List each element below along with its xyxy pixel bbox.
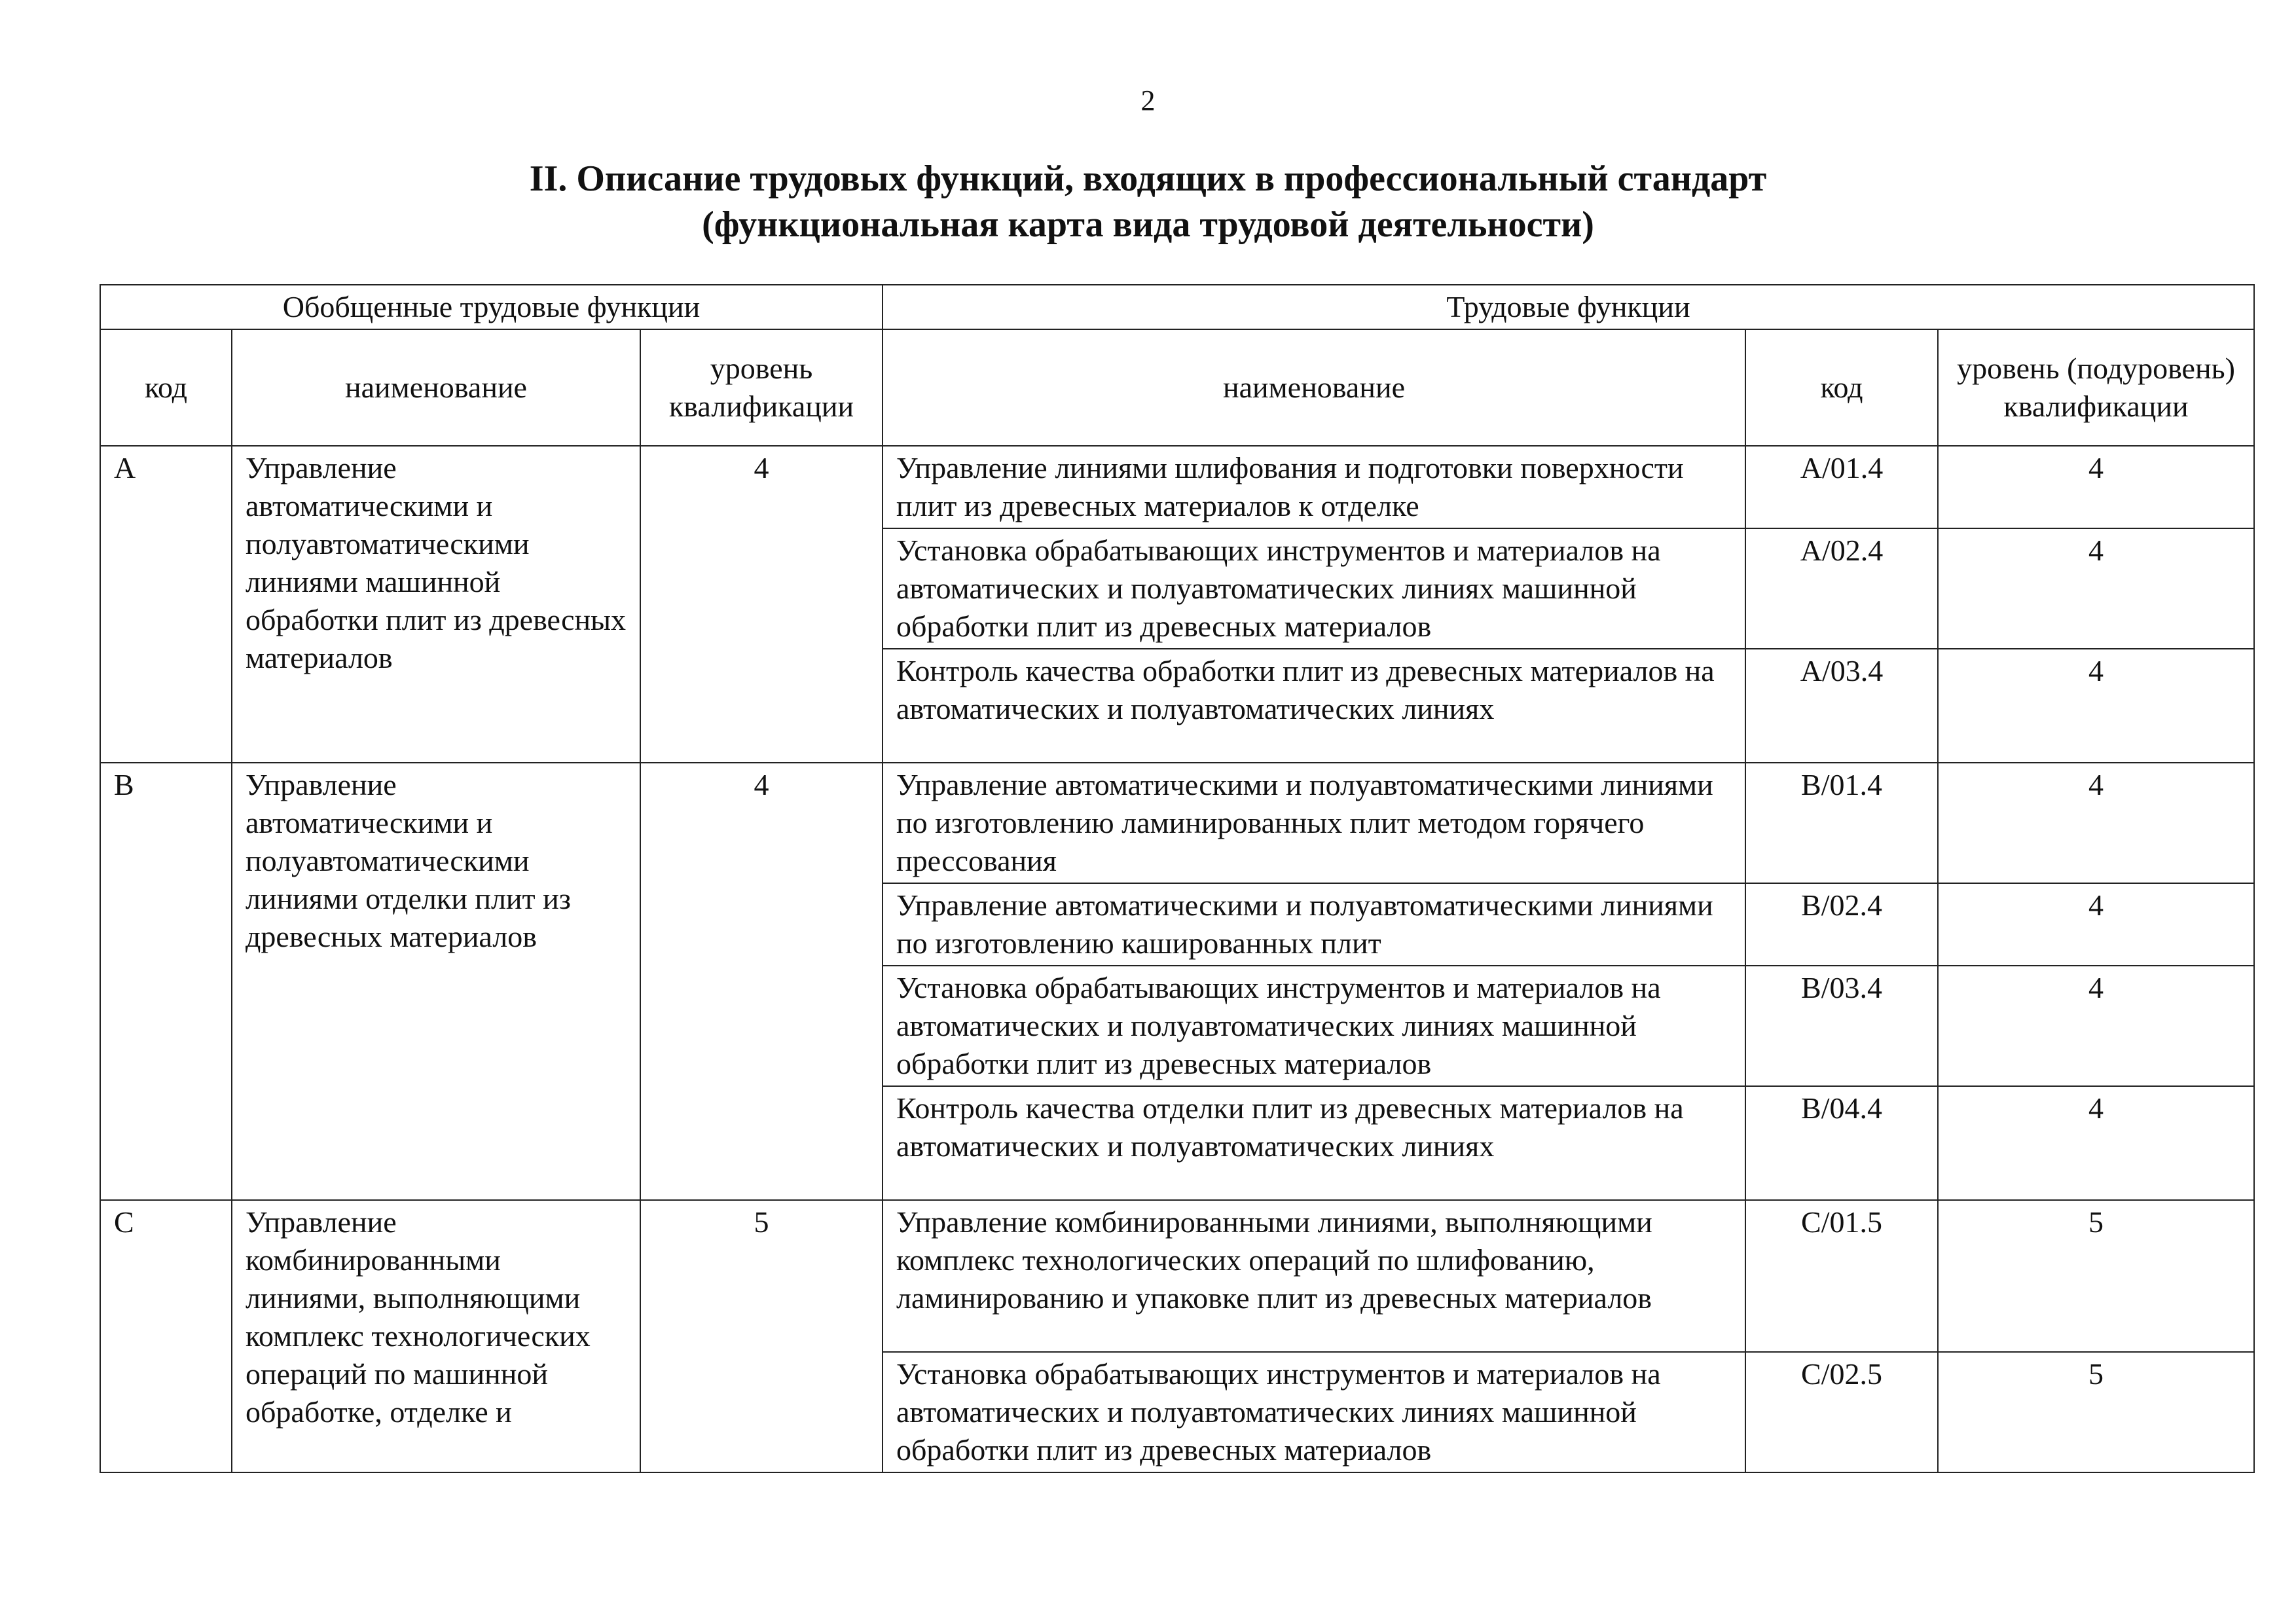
header-function-name: наименование bbox=[883, 329, 1745, 446]
function-code-cell: C/01.5 bbox=[1745, 1200, 1938, 1352]
function-name-cell: Установка обрабатывающих инструментов и материалов на автоматических и полуавтоматических линиях машинной обработки плит из древесных материалов bbox=[883, 528, 1745, 649]
page-title bbox=[0, 156, 2296, 247]
header-function-level: уровень (подуровень) квалификации bbox=[1938, 329, 2254, 446]
header-function-code: код bbox=[1745, 329, 1938, 446]
function-code-cell: C/02.5 bbox=[1745, 1352, 1938, 1472]
function-name-cell: Управление автоматическими и полуавтоматическими линиями по изготовлению кашированных плит bbox=[883, 883, 1745, 966]
table-row bbox=[100, 1200, 2254, 1352]
group-level-cell: 5 bbox=[640, 1200, 883, 1472]
function-code-cell: A/03.4 bbox=[1745, 649, 1938, 763]
page-title-line-1: II. Описание трудовых функций, входящих в профессиональный стандарт bbox=[529, 158, 1767, 199]
table-row bbox=[100, 763, 2254, 883]
group-code-cell: B bbox=[100, 763, 232, 1200]
group-code-cell: C bbox=[100, 1200, 232, 1472]
group-code-cell: A bbox=[100, 446, 232, 763]
function-level-cell: 4 bbox=[1938, 446, 2254, 528]
page-number: 2 bbox=[1140, 84, 1156, 117]
function-code-cell: B/01.4 bbox=[1745, 763, 1938, 883]
function-code-cell: A/01.4 bbox=[1745, 446, 1938, 528]
header-qualification-level: уровень квалификации bbox=[640, 329, 883, 446]
function-code-cell: B/04.4 bbox=[1745, 1086, 1938, 1200]
function-name-cell: Установка обрабатывающих инструментов и материалов на автоматических и полуавтоматических линиях машинной обработки плит из древесных материалов bbox=[883, 1352, 1745, 1472]
group-name-cell: Управление комбинированными линиями, выполняющими комплекс технологических операций по машинной обработке, отделке и bbox=[232, 1200, 640, 1472]
group-level-cell: 4 bbox=[640, 763, 883, 1200]
function-name-cell: Управление автоматическими и полуавтоматическими линиями по изготовлению ламинированных плит методом горячего прессования bbox=[883, 763, 1745, 883]
function-code-cell: B/02.4 bbox=[1745, 883, 1938, 966]
function-code-cell: A/02.4 bbox=[1745, 528, 1938, 649]
function-level-cell: 4 bbox=[1938, 1086, 2254, 1200]
header-row-columns bbox=[100, 329, 2254, 446]
function-level-cell: 4 bbox=[1938, 966, 2254, 1086]
function-name-cell: Контроль качества обработки плит из древесных материалов на автоматических и полуавтоматических линиях bbox=[883, 649, 1745, 763]
function-name-cell: Контроль качества отделки плит из древесных материалов на автоматических и полуавтоматических линиях bbox=[883, 1086, 1745, 1200]
group-level-cell: 4 bbox=[640, 446, 883, 763]
header-labor-functions: Трудовые функции bbox=[883, 285, 2254, 329]
group-name-cell: Управление автоматическими и полуавтоматическими линиями машинной обработки плит из древесных материалов bbox=[232, 446, 640, 763]
function-name-cell: Установка обрабатывающих инструментов и материалов на автоматических и полуавтоматических линиях машинной обработки плит из древесных материалов bbox=[883, 966, 1745, 1086]
functional-map-table bbox=[100, 284, 2255, 1473]
function-level-cell: 4 bbox=[1938, 528, 2254, 649]
function-name-cell: Управление линиями шлифования и подготовки поверхности плит из древесных материалов к отделке bbox=[883, 446, 1745, 528]
page-title-line-2: (функциональная карта вида трудовой деятельности) bbox=[702, 204, 1594, 245]
function-level-cell: 4 bbox=[1938, 883, 2254, 966]
header-row-groups bbox=[100, 285, 2254, 329]
table-row bbox=[100, 446, 2254, 528]
header-code: код bbox=[100, 329, 232, 446]
function-level-cell: 5 bbox=[1938, 1200, 2254, 1352]
header-generalized-functions: Обобщенные трудовые функции bbox=[100, 285, 883, 329]
header-name: наименование bbox=[232, 329, 640, 446]
function-code-cell: B/03.4 bbox=[1745, 966, 1938, 1086]
group-name-cell: Управление автоматическими и полуавтоматическими линиями отделки плит из древесных материалов bbox=[232, 763, 640, 1200]
function-level-cell: 4 bbox=[1938, 763, 2254, 883]
function-name-cell: Управление комбинированными линиями, выполняющими комплекс технологических операций по шлифованию, ламинированию и упаковке плит из древесных материалов bbox=[883, 1200, 1745, 1352]
function-level-cell: 5 bbox=[1938, 1352, 2254, 1472]
function-level-cell: 4 bbox=[1938, 649, 2254, 763]
